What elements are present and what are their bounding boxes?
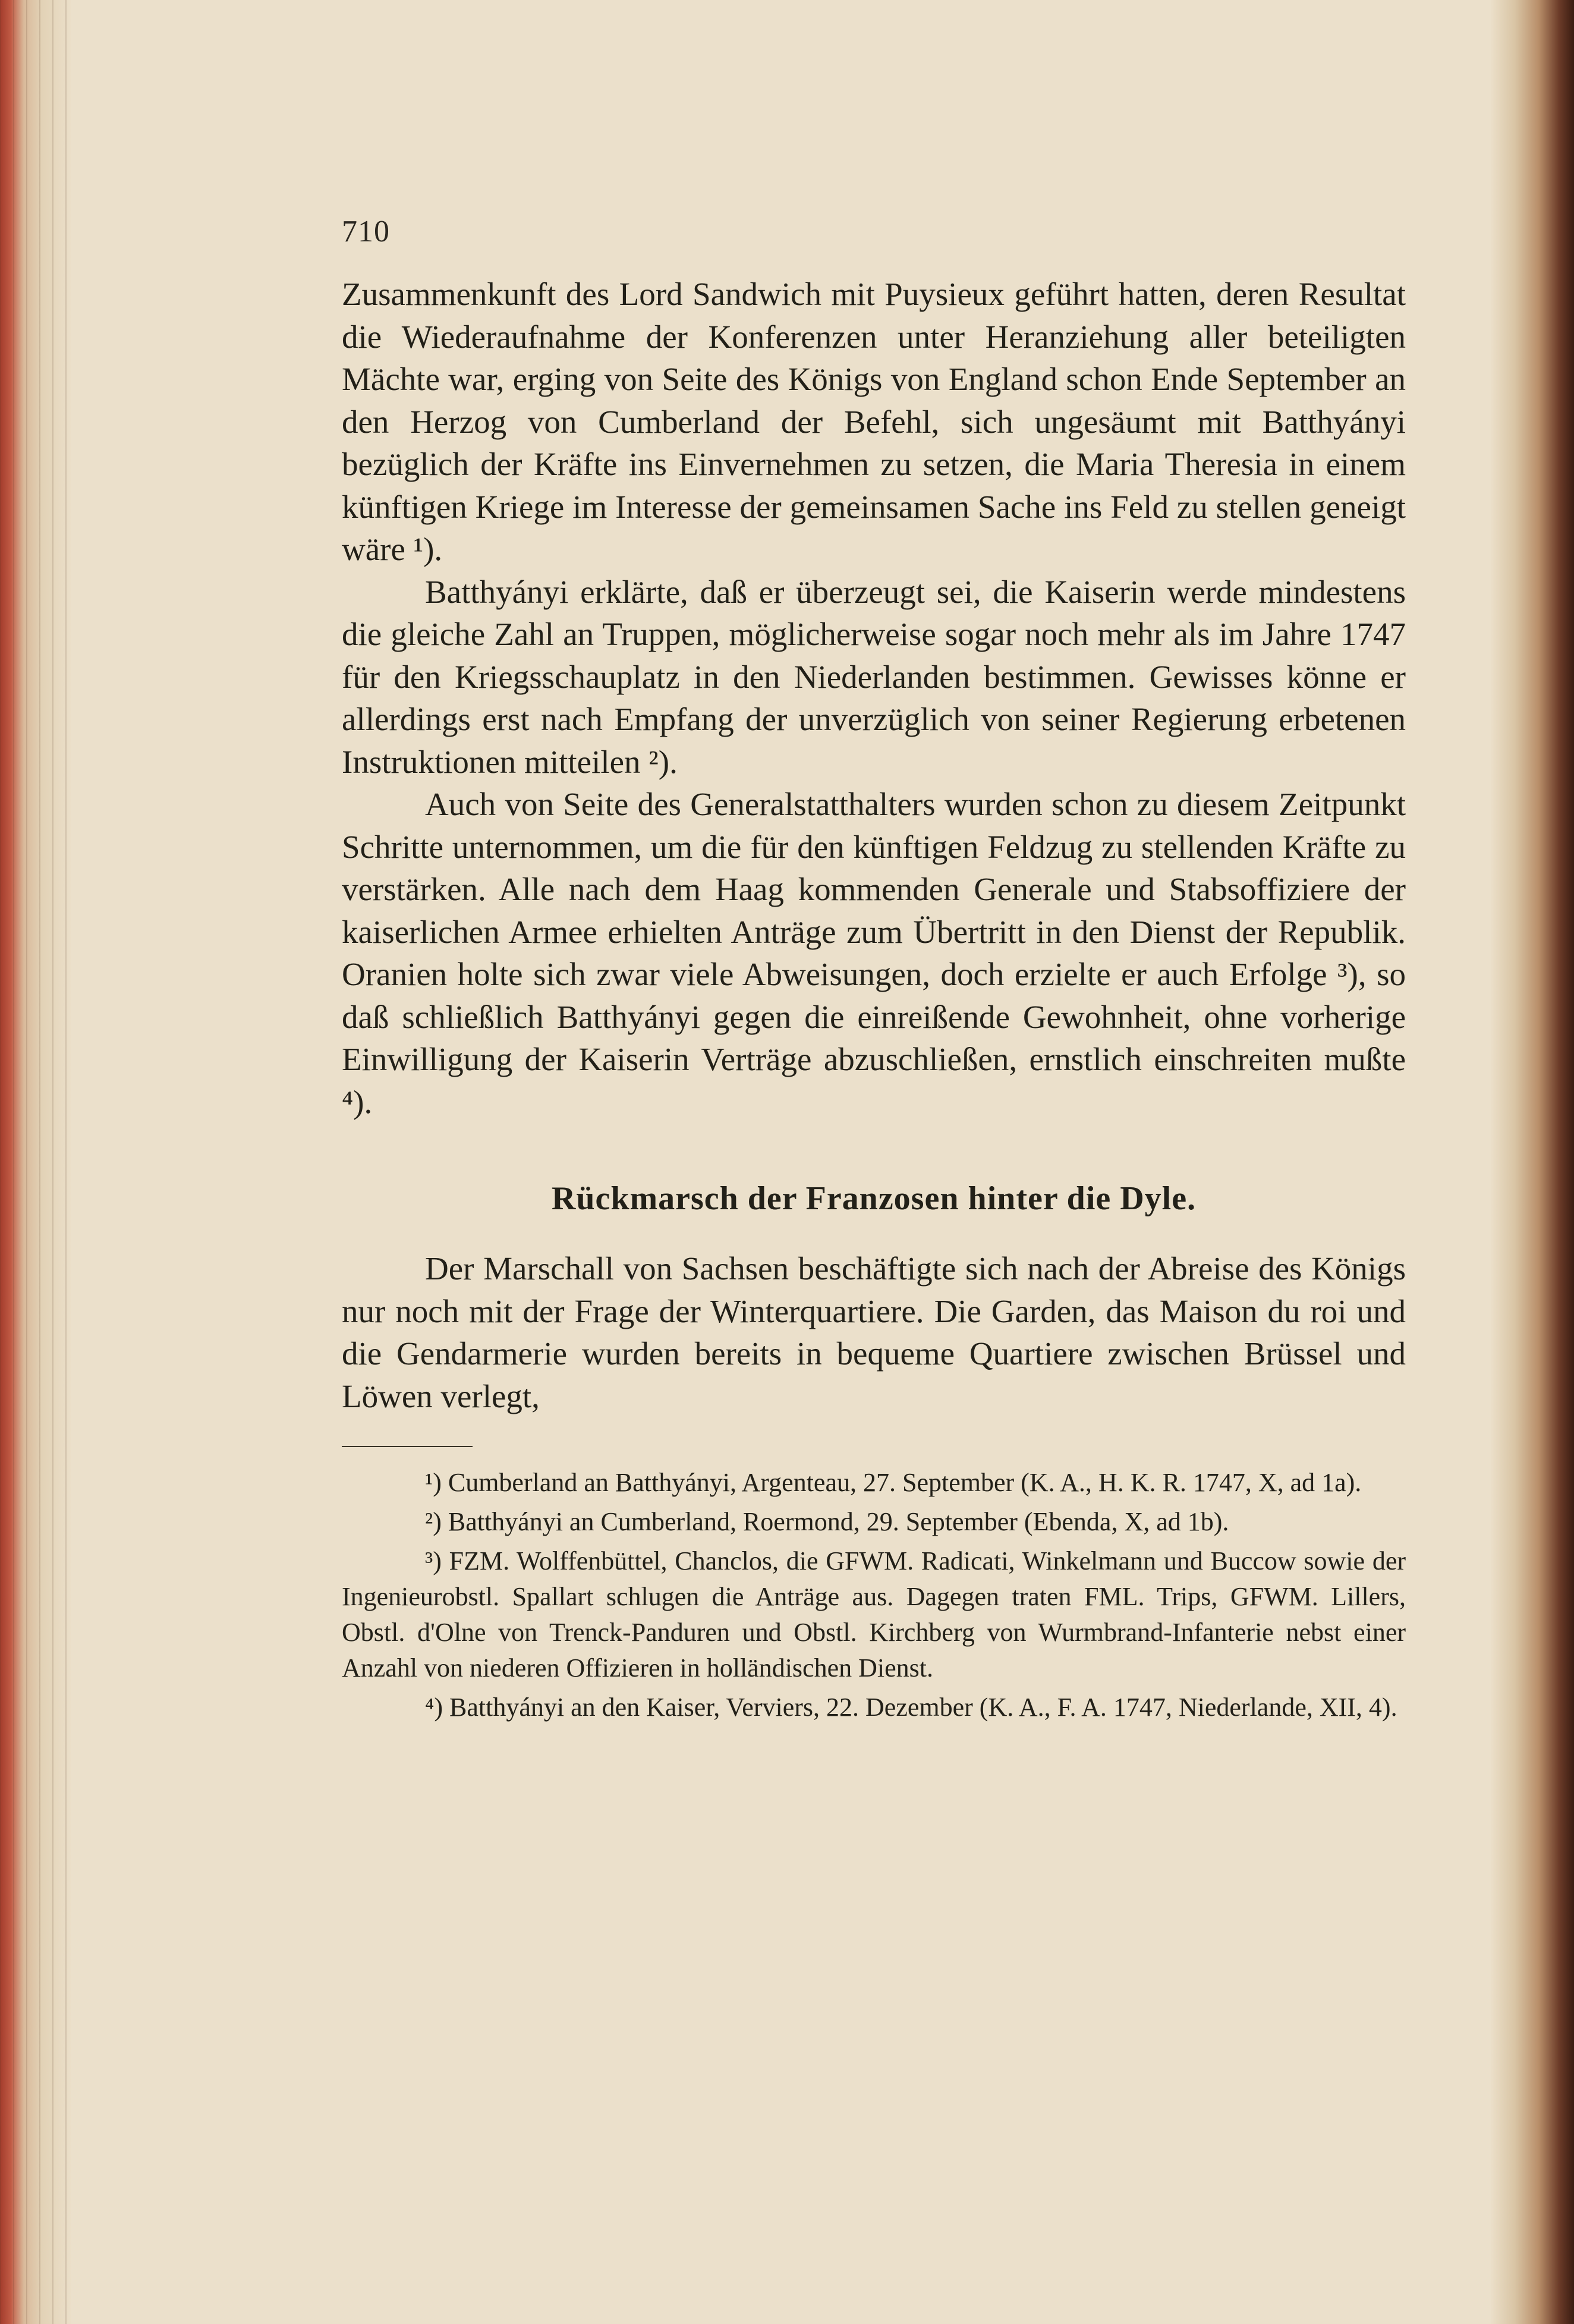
section-paragraph: Der Marschall von Sachsen beschäftigte sich nach der Abreise des Königs nur noch mit der Frage der Winterquartiere. Die Garden, das Maison du roi und die Gendarmerie wurden bereits in bequeme Quartiere zwischen Brüssel und Löwen verlegt, [342, 1250, 1406, 1414]
body-text [342, 273, 1406, 1123]
page-stack-lines [0, 0, 71, 2324]
footnotes [342, 1465, 1406, 1725]
page-content [342, 214, 1406, 1729]
footnote-2: ²) Batthyányi an Cumberland, Roermond, 29. September (Ebenda, X, ad 1b). [425, 1507, 1229, 1536]
book-right-edge [1491, 0, 1574, 2324]
page-number: 710 [342, 215, 390, 249]
footnote-divider [342, 1446, 473, 1447]
paragraph-1: Zusammenkunft des Lord Sandwich mit Puysieux geführt hatten, deren Resultat die Wiederaufnahme der Konferenzen unter Heranziehung aller beteiligten Mächte war, erging von Seite des Königs von England schon Ende September an den Herzog von Cumberland der Befehl, sich ungesäumt mit Batthyányi bezüglich der Kräfte ins Einvernehmen zu setzen, die Maria Theresia in einem künftigen Kriege im Interesse der gemeinsamen Sache ins Feld zu stellen geneigt wäre ¹). [342, 276, 1406, 567]
section-body [342, 1247, 1406, 1417]
paragraph-2: Batthyányi erklärte, daß er überzeugt sei, die Kaiserin werde mindestens die gleiche Zahl an Truppen, möglicherweise sogar noch mehr als im Jahre 1747 für den Kriegsschauplatz in den Niederlanden bestimmen. Gewisses könne er allerdings erst nach Empfang der unverzüglich von seiner Regierung erbetenen Instruktionen mitteilen ²). [342, 573, 1406, 780]
section-heading: Rückmarsch der Franzosen hinter die Dyle. [551, 1180, 1197, 1217]
footnote-4: ⁴) Batthyányi an den Kaiser, Verviers, 22. Dezember (K. A., F. A. 1747, Niederlande, XII, 4). [425, 1693, 1397, 1722]
footnote-1: ¹) Cumberland an Batthyányi, Argenteau, 27. September (K. A., H. K. R. 1747, X, ad 1a). [425, 1468, 1362, 1497]
footnote-3: ³) FZM. Wolffenbüttel, Chanclos, die GFWM. Radicati, Winkelmann und Buccow sowie der Ingenieurobstl. Spallart schlugen die Anträge aus. Dagegen traten FML. Trips, GFWM. Lillers, Obstl. d'Olne von Trenck-Panduren und Obstl. Kirchberg von Wurmbrand-Infanterie nebst einer Anzahl von niederen Offizieren in holländischen Dienst. [342, 1546, 1406, 1683]
paragraph-3: Auch von Seite des Generalstatthalters wurden schon zu diesem Zeitpunkt Schritte unternommen, um die für den künftigen Feldzug zu stellenden Kräfte zu verstärken. Alle nach dem Haag kommenden Generale und Stabsoffiziere der kaiserlichen Armee erhielten Anträge zum Übertritt in den Dienst der Republik. Oranien holte sich zwar viele Abweisungen, doch erzielte er auch Erfolge ³), so daß schließlich Batthyányi gegen die einreißende Gewohnheit, ohne vorherige Einwilligung der Kaiserin Verträge abzuschließen, ernstlich einschreiten mußte ⁴). [342, 786, 1406, 1120]
